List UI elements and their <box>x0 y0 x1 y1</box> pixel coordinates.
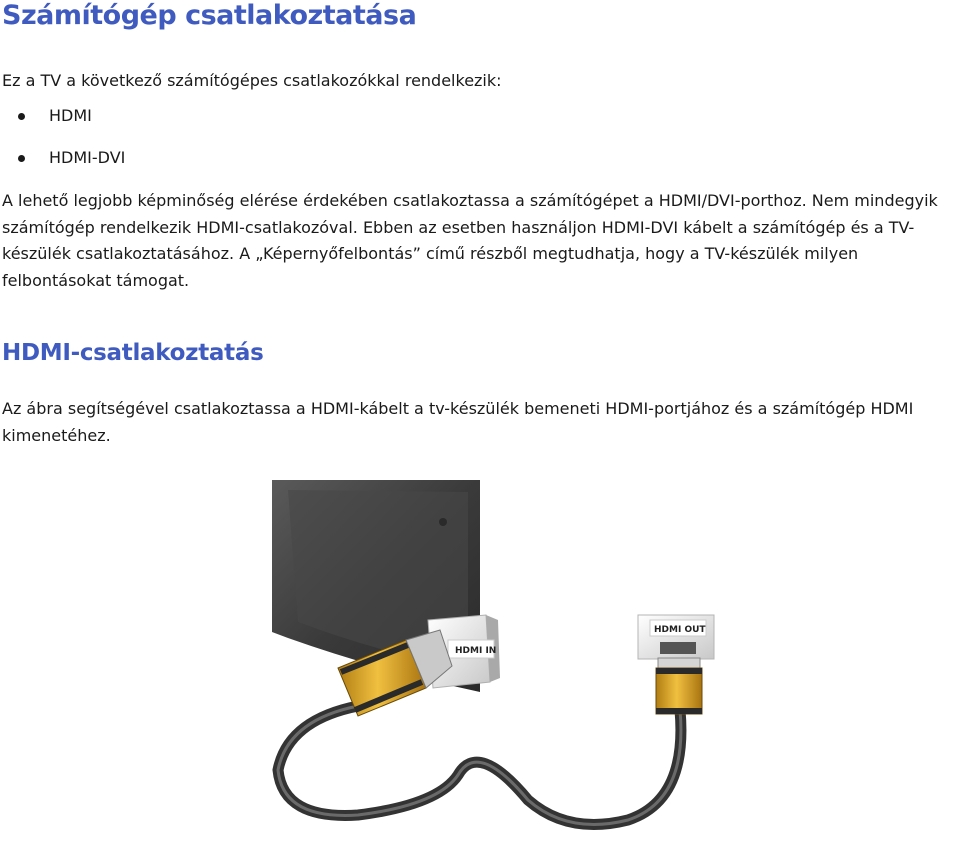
hdmi-out-port <box>638 615 714 659</box>
list-item-label: HDMI-DVI <box>49 148 126 167</box>
hdmi-connector-right <box>656 658 702 714</box>
page-title: Számítógép csatlakoztatása <box>2 0 417 31</box>
intro-text: Ez a TV a következő számítógépes csatlakozókkal rendelkezik: <box>2 71 502 90</box>
section-paragraph: Az ábra segítségével csatlakoztassa a HDMI-kábelt a tv-készülék bemeneti HDMI-portjához és a számítógép HDMI kimenetéhez. <box>2 399 914 445</box>
body-paragraph: A lehető legjobb képminőség elérése érdekében csatlakoztassa a számítógépet a HDMI/DVI-porthoz. Nem mindegyik számítógép rendelkezik HDMI-csatlakozóval. Ebben az esetben használjon HDMI-DVI kábelt a számítógép és a TV-készülék csatlakoztatásához. A „Képernyőfelbontás” című részből megtudhatja, hogy a TV-készülék milyen felbontásokat támogat. <box>2 191 938 291</box>
bullet-icon <box>18 113 25 120</box>
list-item-label: HDMI <box>49 106 92 125</box>
hdmi-cable <box>278 706 681 825</box>
section-heading: HDMI-csatlakoztatás <box>2 340 264 366</box>
hdmi-in-label: HDMI IN <box>455 646 497 656</box>
hdmi-out-label: HDMI OUT <box>654 625 706 635</box>
bullet-icon <box>18 155 25 162</box>
hdmi-connection-illustration <box>228 470 748 842</box>
